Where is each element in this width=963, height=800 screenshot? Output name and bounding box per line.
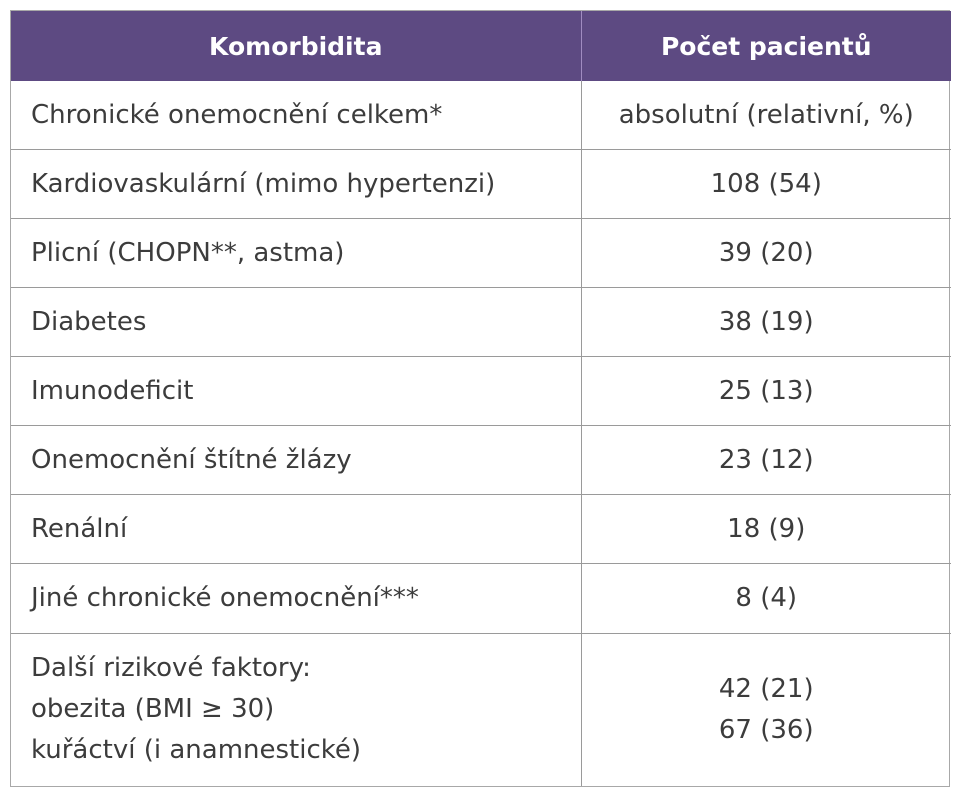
table-header-row — [11, 11, 951, 81]
header-komorbidita: Komorbidita — [11, 11, 581, 81]
row-value: 25 (13) — [581, 357, 951, 426]
table-row — [11, 564, 951, 633]
risk-factor-obesity: obezita (BMI ≥ 30) — [31, 694, 275, 725]
risk-factors-heading: Další rizikové faktory: — [31, 653, 311, 684]
table-row — [11, 288, 951, 357]
row-name: Diabetes — [11, 288, 581, 357]
row-name: Renální — [11, 495, 581, 564]
row-value: 38 (19) — [581, 288, 951, 357]
table-row — [11, 81, 951, 150]
table-row — [11, 357, 951, 426]
row-value-risk-factors — [581, 633, 951, 786]
row-value: 108 (54) — [581, 150, 951, 219]
table-row — [11, 495, 951, 564]
row-name: Kardiovaskulární (mimo hypertenzi) — [11, 150, 581, 219]
table-row — [11, 426, 951, 495]
header-pocet-pacientu: Počet pacientů — [581, 11, 951, 81]
row-value: 23 (12) — [581, 426, 951, 495]
row-name: Jiné chronické onemocnění*** — [11, 564, 581, 633]
row-name: Plicní (CHOPN**, astma) — [11, 219, 581, 288]
row-name-risk-factors — [11, 633, 581, 786]
row-value: 39 (20) — [581, 219, 951, 288]
table-row — [11, 219, 951, 288]
row-value: 18 (9) — [581, 495, 951, 564]
row-value: absolutní (relativní, %) — [581, 81, 951, 150]
obesity-value: 42 (21) — [718, 673, 814, 704]
row-value: 8 (4) — [581, 564, 951, 633]
row-name: Onemocnění štítné žlázy — [11, 426, 581, 495]
smoking-value: 67 (36) — [718, 714, 814, 745]
comorbidity-table-container — [10, 10, 950, 787]
table-row — [11, 150, 951, 219]
row-name: Imunodeficit — [11, 357, 581, 426]
row-name: Chronické onemocnění celkem* — [11, 81, 581, 150]
comorbidity-table — [11, 11, 951, 786]
table-row-risk-factors — [11, 633, 951, 786]
risk-factor-smoking: kuřáctví (i anamnestické) — [31, 735, 362, 766]
